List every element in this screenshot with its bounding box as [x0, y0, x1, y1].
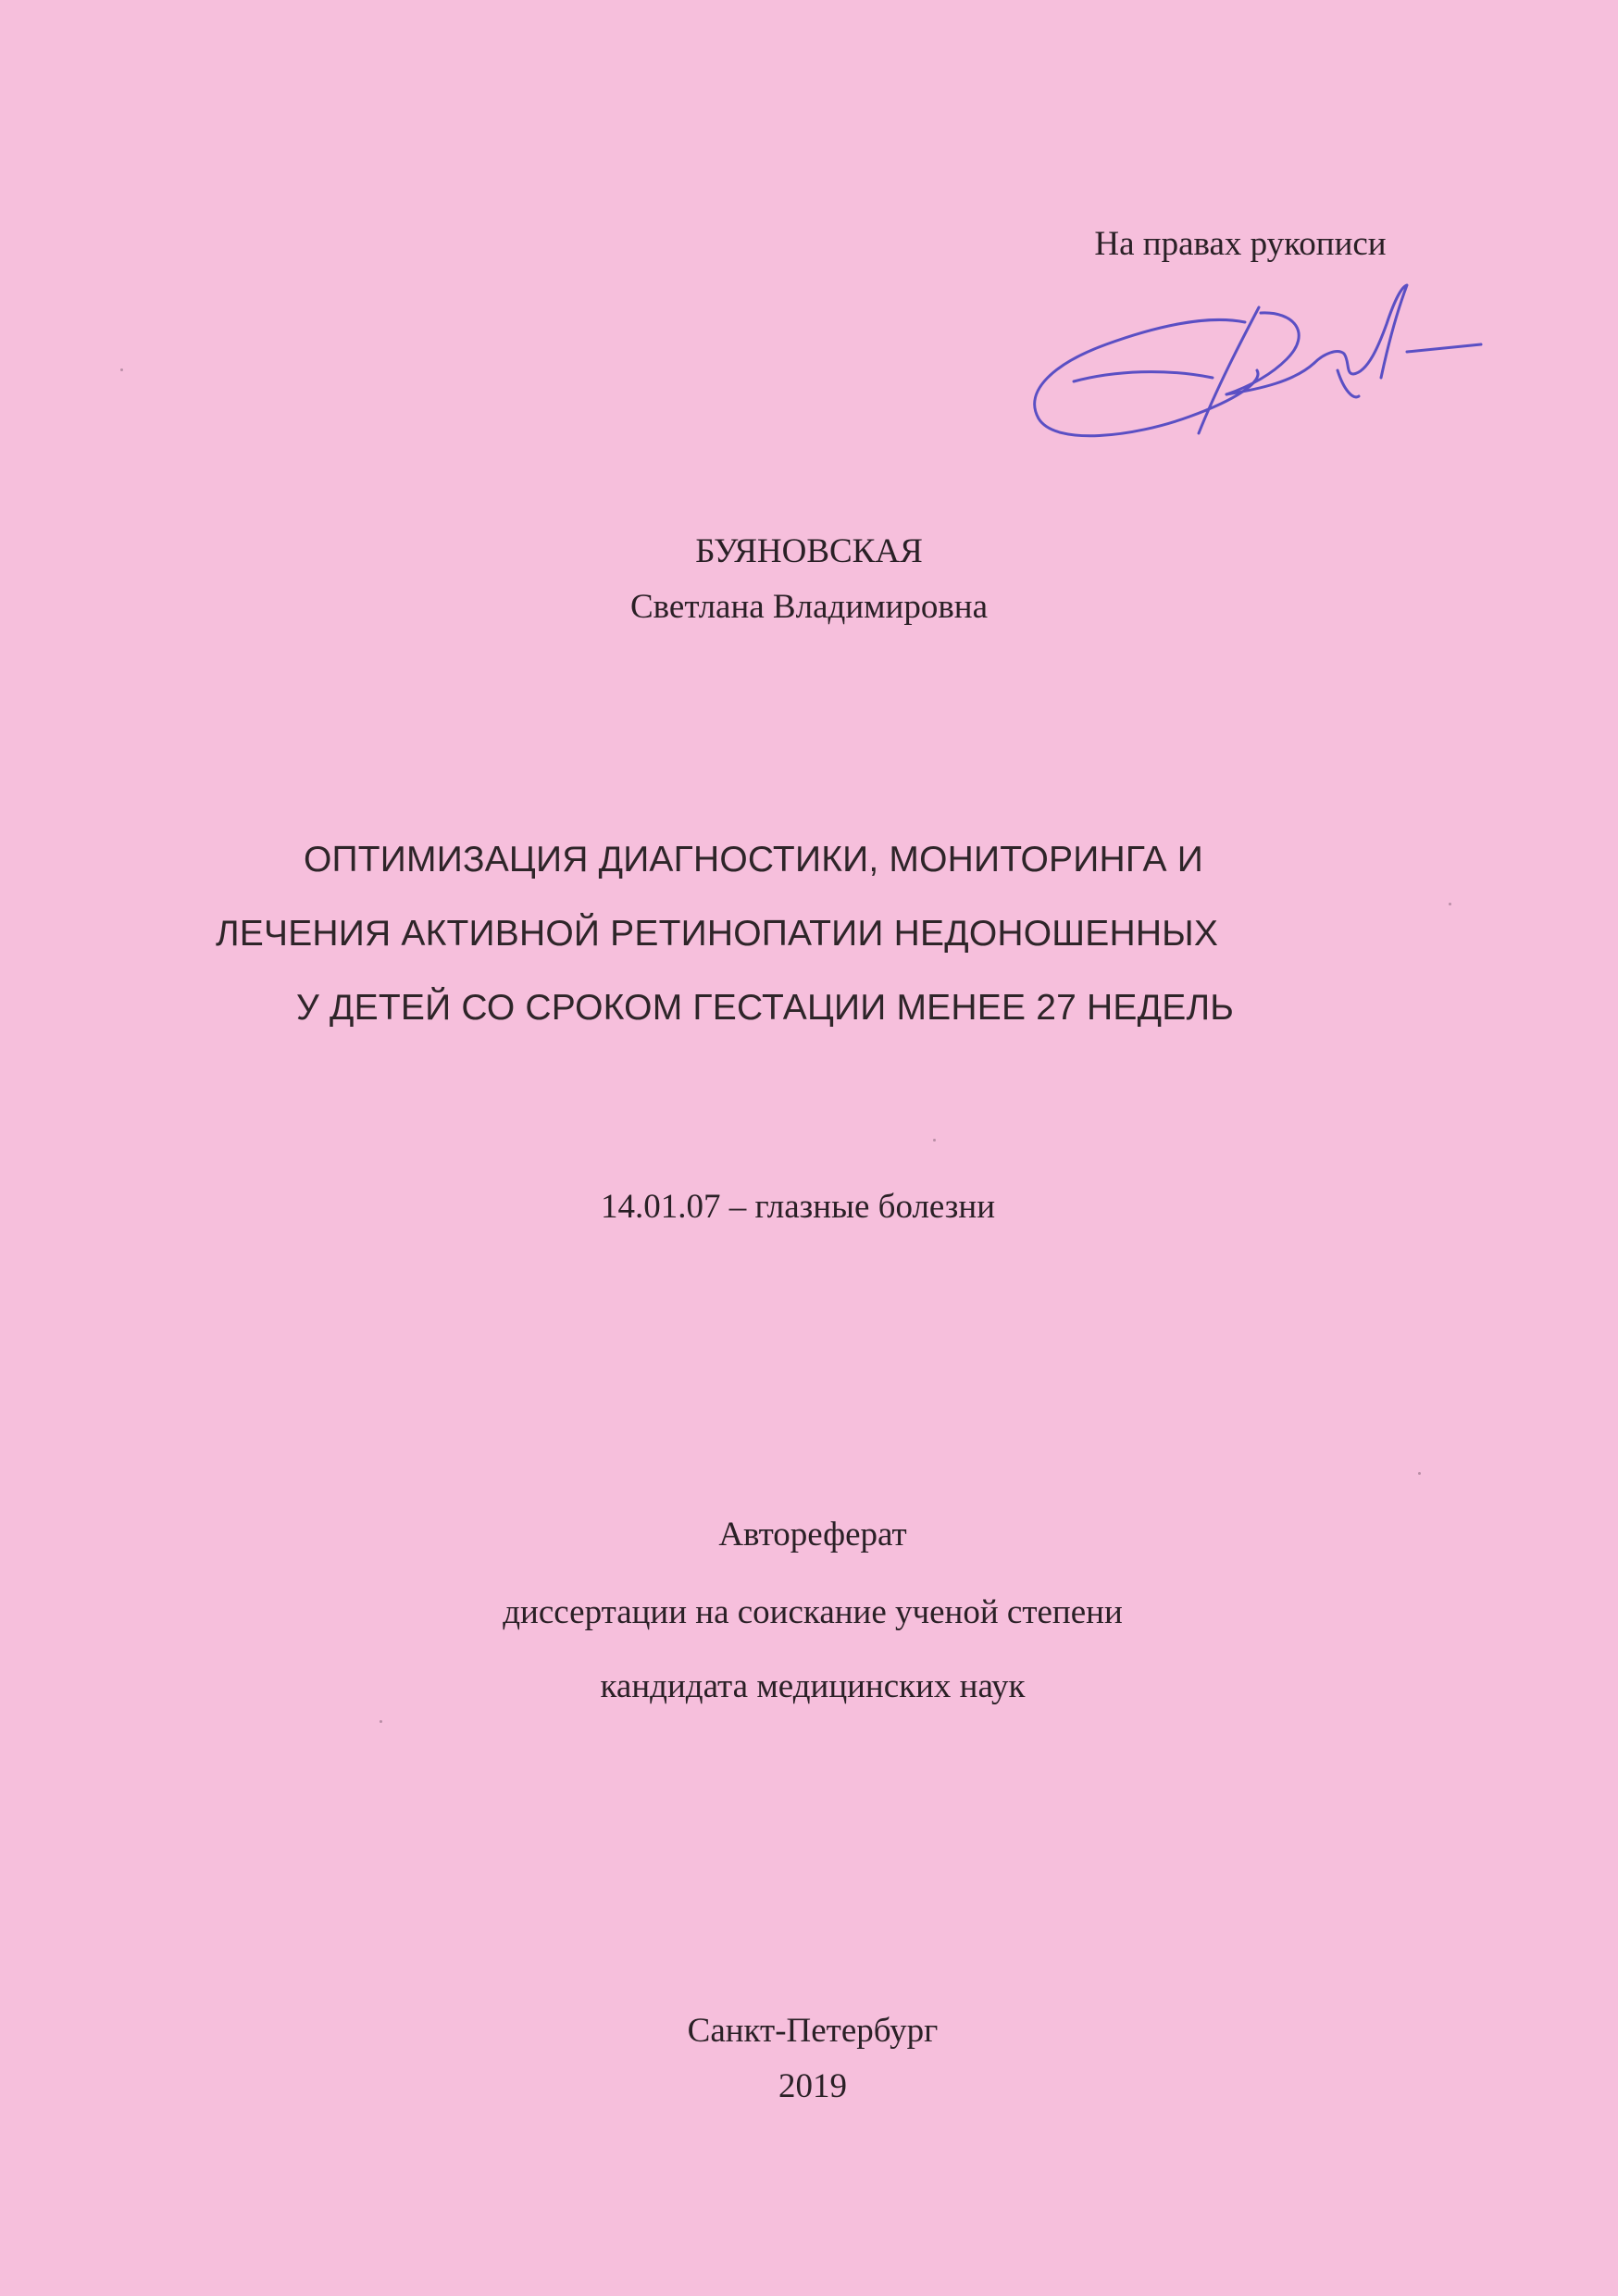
- author-given-names: Светлана Владимировна: [629, 588, 989, 626]
- paper-speck: [1449, 903, 1451, 905]
- title-line-2: ЛЕЧЕНИЯ АКТИВНОЙ РЕТИНОПАТИИ НЕДОНОШЕННЫХ: [216, 914, 1219, 954]
- abstract-label: Автореферат: [718, 1516, 907, 1554]
- author-surname: БУЯНОВСКАЯ: [695, 532, 923, 570]
- specialty-code: 14.01.07 – глазные болезни: [600, 1188, 996, 1226]
- title-line-1: ОПТИМИЗАЦИЯ ДИАГНОСТИКИ, МОНИТОРИНГА И: [304, 840, 1204, 880]
- abstract-degree-line: диссертации на соискание ученой степени: [503, 1593, 1123, 1631]
- paper-speck: [120, 368, 123, 371]
- title-line-3: У ДЕТЕЙ СО СРОКОМ ГЕСТАЦИИ МЕНЕЕ 27 НЕДЕЛЬ: [296, 988, 1235, 1028]
- publication-city: Санкт-Петербург: [687, 2012, 939, 2050]
- paper-speck: [380, 1720, 382, 1723]
- abstract-science-line: кандидата медицинских наук: [600, 1667, 1026, 1705]
- handwritten-signature-icon: [1018, 278, 1537, 463]
- publication-year: 2019: [778, 2067, 847, 2105]
- paper-speck: [933, 1139, 936, 1142]
- manuscript-note: На правах рукописи: [1094, 225, 1387, 263]
- paper-speck: [1418, 1472, 1421, 1475]
